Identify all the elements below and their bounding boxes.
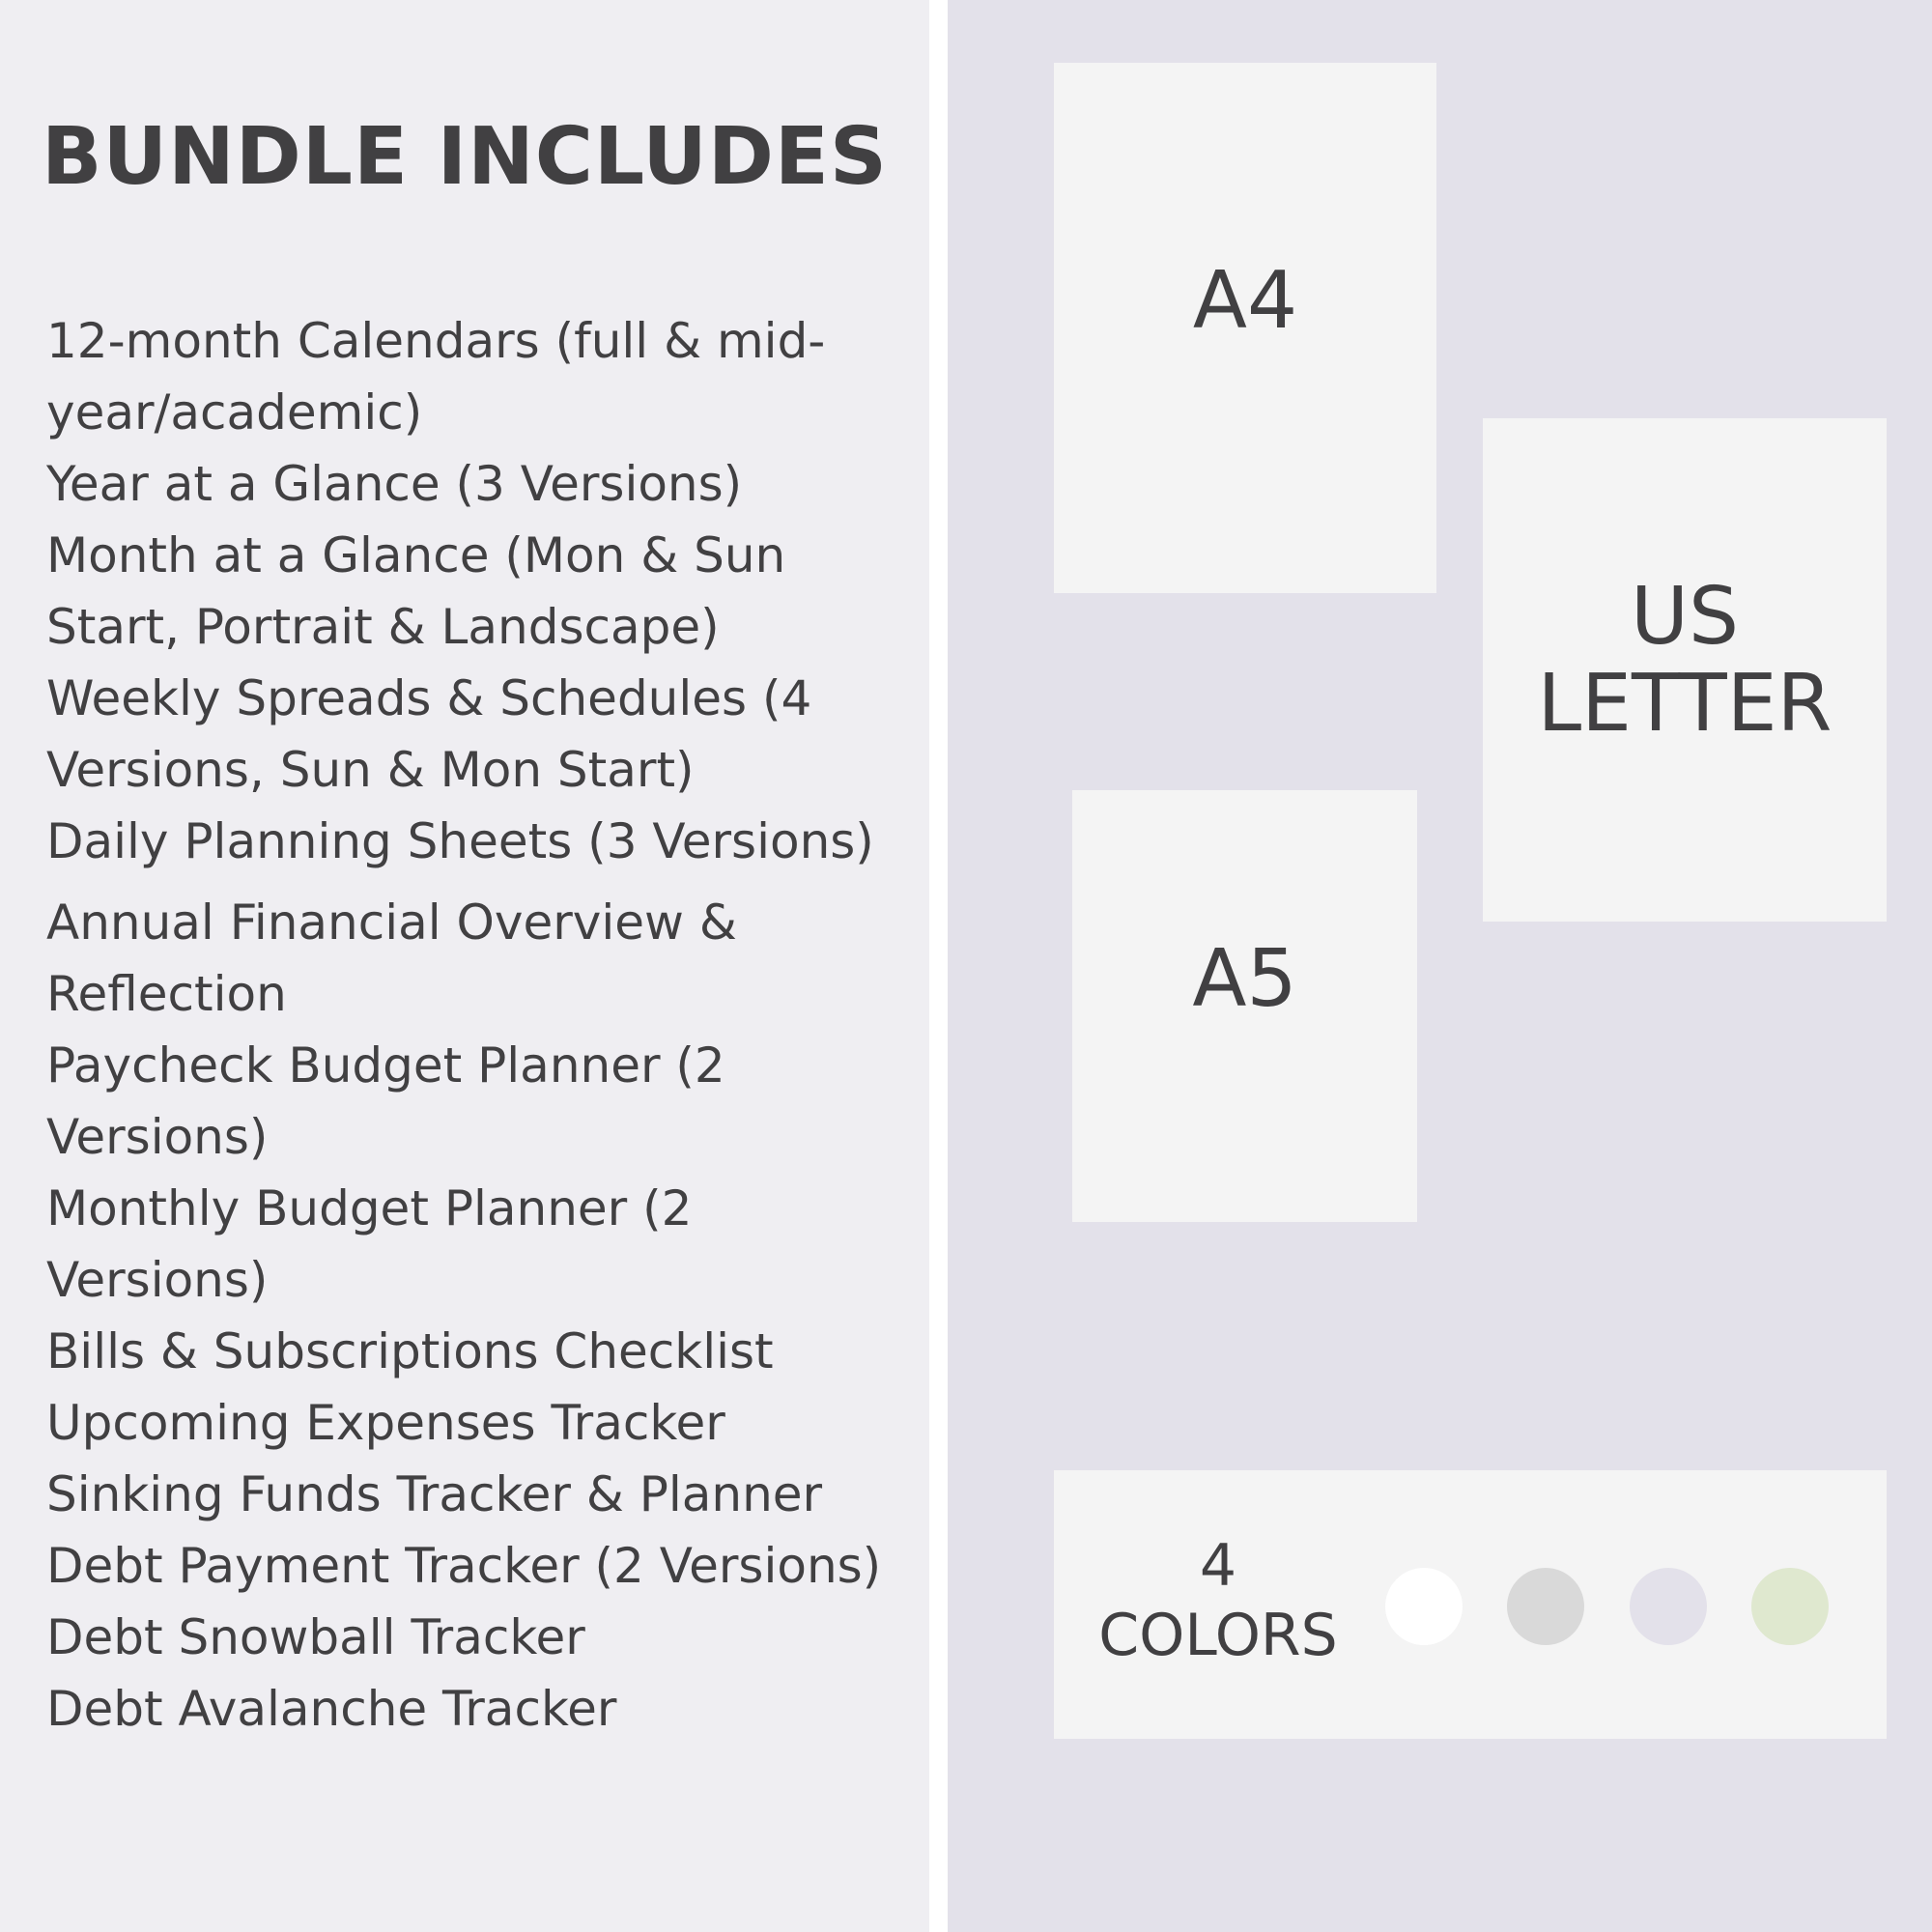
colors-card bbox=[1054, 1470, 1887, 1739]
list-item: Debt Avalanche Tracker bbox=[46, 1681, 617, 1737]
list-item: Month at a Glance (Mon & Sun Start, Portrait & Landscape) bbox=[46, 527, 786, 655]
size-label-a4: A4 bbox=[1192, 254, 1298, 347]
left-panel bbox=[0, 0, 929, 1932]
size-card-a4 bbox=[1054, 63, 1436, 593]
list-item: Upcoming Expenses Tracker bbox=[46, 1395, 725, 1451]
list-item: Annual Financial Overview & Reflection bbox=[46, 895, 737, 1022]
color-swatch-white bbox=[1385, 1568, 1463, 1645]
list-item: Daily Planning Sheets (3 Versions) bbox=[46, 813, 874, 869]
list-item: Debt Snowball Tracker bbox=[46, 1609, 585, 1665]
bundle-items-list bbox=[46, 305, 916, 1745]
bundle-title: BUNDLE INCLUDES bbox=[42, 111, 888, 203]
list-item: Debt Payment Tracker (2 Versions) bbox=[46, 1538, 882, 1594]
colors-label: 4 COLORS bbox=[1098, 1532, 1338, 1669]
list-item: Year at a Glance (3 Versions) bbox=[46, 456, 743, 512]
color-swatch-sage bbox=[1751, 1568, 1829, 1645]
size-card-us-letter bbox=[1483, 418, 1887, 922]
color-swatch-lavender bbox=[1630, 1568, 1707, 1645]
list-item: Paycheck Budget Planner (2 Versions) bbox=[46, 1037, 725, 1165]
list-item: Bills & Subscriptions Checklist bbox=[46, 1323, 774, 1379]
list-item: Weekly Spreads & Schedules (4 Versions, Sun & Mon Start) bbox=[46, 670, 812, 798]
size-label-us-letter: US LETTER bbox=[1537, 570, 1833, 750]
color-swatch-gray bbox=[1507, 1568, 1584, 1645]
list-item: 12-month Calendars (full & mid-year/academic) bbox=[46, 313, 826, 440]
size-card-a5 bbox=[1072, 790, 1417, 1222]
size-label-a5: A5 bbox=[1192, 932, 1297, 1025]
list-item: Monthly Budget Planner (2 Versions) bbox=[46, 1180, 693, 1308]
list-item: Sinking Funds Tracker & Planner bbox=[46, 1466, 823, 1522]
